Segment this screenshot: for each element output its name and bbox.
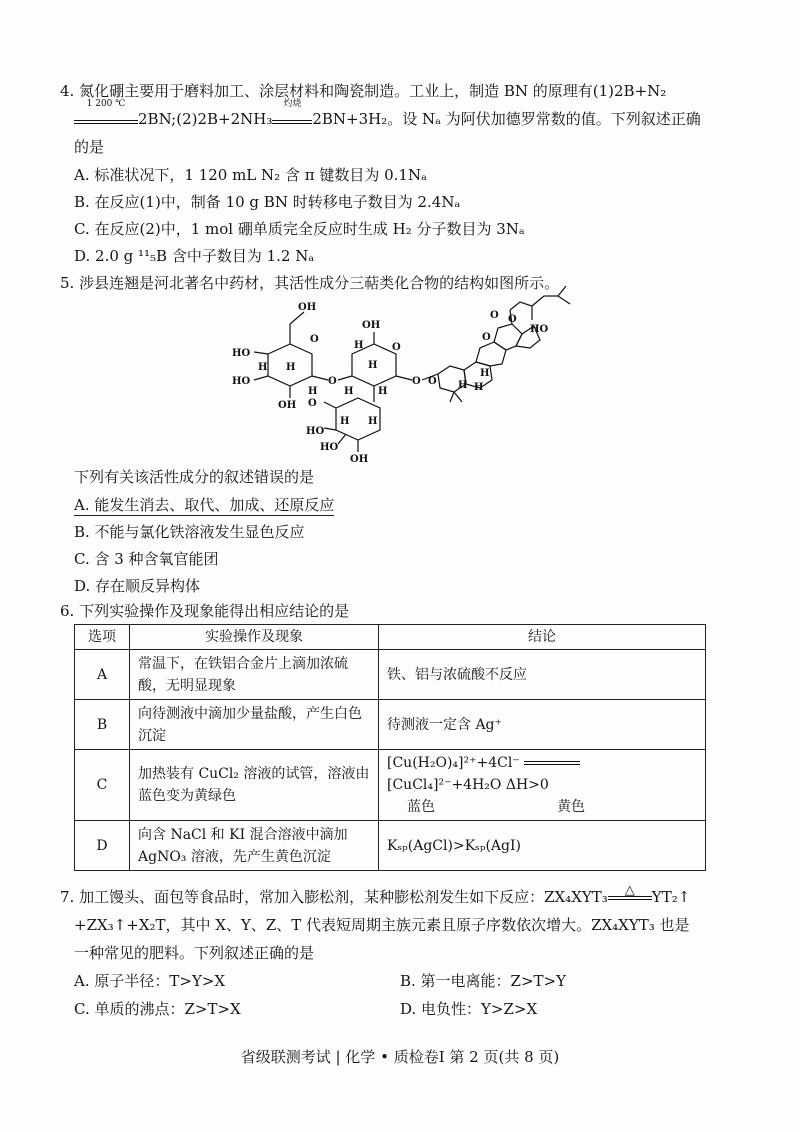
row-operation [130,650,379,700]
header-operation: 实验操作及现象 [130,625,379,650]
q7-option-c: C. 单质的沸点：Z>T>X [74,1000,241,1018]
q7-option-a: A. 原子半径：T>Y>X [74,972,226,990]
q5-option-a-text: A. 能发生消去、取代、加成、还原反应 [74,496,335,514]
mol-label: H [480,368,490,379]
row-conclusion: Kₛₚ(AgCl)>Kₛₚ(AgI) [379,821,706,871]
mol-label: HO [232,376,251,387]
mol-label: O [508,314,517,325]
mol-label: O [308,398,317,409]
heating-arrow [608,883,652,900]
mol-label: H [378,386,388,397]
experiment-table [74,624,706,871]
mol-label: H [286,362,296,373]
table-row [75,750,706,821]
triterpene-structure [228,276,574,466]
equilibrium-equation [387,752,697,796]
row-conclusion: 铁、铝与浓硫酸不反应 [379,650,706,700]
row-option: A [75,650,130,700]
q7-line3: 一种常见的肥料。下列叙述正确的是 [74,944,315,962]
equilibrium-arrow [524,761,580,765]
mol-label: H [368,416,378,427]
q4-option-c: C. 在反应(2)中，1 mol 硼单质完全反应时生成 H₂ 分子数目为 3Nₐ [74,220,525,238]
row-conclusion: 待测液一定含 Ag⁺ [379,700,706,750]
operation-line: 向待测液中滴加少量盐酸，产生白色 [138,705,362,722]
q5-stem: 下列有关该活性成分的叙述错误的是 [74,468,315,486]
reaction-condition-arrow [272,99,312,124]
q7-line2: +ZX₃↑+X₂T，其中 X、Y、Z、T 代表短周期主族元素且原子序数依次增大。ZX₄XYT₃ 也是 [74,916,690,934]
color-blue: 蓝色 [407,799,435,815]
q7-option-d: D. 电负性：Y>Z>X [400,1000,538,1018]
row-operation [130,750,379,821]
mol-label: OH [298,302,317,313]
mol-label: O [328,376,337,387]
q5-option-a [74,494,334,516]
header-conclusion: 结论 [379,625,706,650]
condition-label: 灼烧 [283,99,302,109]
row-option: D [75,821,130,871]
mol-label: OH [278,400,297,411]
operation-line: 沉淀 [138,727,166,744]
table-row [75,700,706,750]
row-conclusion [379,750,706,821]
mol-label: H [344,386,354,397]
mol-label: H [354,340,364,351]
reaction-condition-arrow [74,99,138,124]
mol-label: HO [530,324,549,335]
mol-label: H [474,382,484,393]
mol-label: H [368,360,378,371]
operation-line: 常温下，在铁铝合金片上滴加浓硫 [138,655,348,672]
q4-option-a: A. 标准状况下，1 120 mL N₂ 含 π 键数目为 0.1Nₐ [74,166,427,184]
q7-line1-part1: 7. 加工馒头、面包等食品时，常加入膨松剂，某种膨松剂发生如下反应：ZX₄XYT₃ [60,888,608,906]
color-yellow: 黄色 [557,799,585,815]
q7-line1-part2: YT₂↑ [651,888,691,906]
color-labels [387,796,697,818]
steroid-ring-c [476,342,506,366]
mol-label: H [340,416,350,427]
table-header-row [75,625,706,650]
heat-symbol: △ [624,883,635,898]
q7-line1 [60,883,691,908]
q5-option-d: D. 存在顺反异构体 [74,577,201,595]
mol-label: O [392,342,401,353]
q7-option-b: B. 第一电离能：Z>T>Y [400,972,567,990]
equation-right: [CuCl₄]²⁻+4H₂O ΔH>0 [387,777,549,793]
q4-line2-part1: 2BN;(2)2B+2NH₃ [138,110,273,128]
q4-line2-part2: 2BN+3H₂。设 Nₐ 为阿伏加德罗常数的值。下列叙述正确 [312,110,701,128]
mol-label: HO [320,442,339,453]
mol-label: H [308,386,318,397]
equation-left: [Cu(H₂O)₄]²⁺+4Cl⁻ [387,755,520,771]
operation-line: 加热装有 CuCl₂ 溶液的试管，溶液由 [138,766,370,782]
q4-option-d: D. 2.0 g ¹¹₅B 含中子数目为 1.2 Nₐ [74,247,315,265]
mol-label: H [458,380,468,391]
mol-label: OH [350,454,369,465]
row-option: C [75,750,130,821]
operation-line: 蓝色变为黄绿色 [138,788,236,804]
operation-line: 向含 NaCl 和 KI 混合溶液中滴加 [138,826,348,843]
q5-line1: 5. 涉县连翘是河北著名中药材，其活性成分三萜类化合物的结构如图所示。 [60,274,560,292]
row-operation [130,700,379,750]
mol-label: HO [232,348,251,359]
operation-line: AgNO₃ 溶液，先产生黄色沉淀 [138,848,331,865]
operation-line: 酸，无明显现象 [138,677,236,694]
q4-option-b: B. 在反应(1)中，制备 10 g BN 时转移电子数目为 2.4Nₐ [74,193,461,211]
condition-label: 1 200 ℃ [86,99,126,109]
row-option: B [75,700,130,750]
header-option: 选项 [75,625,130,650]
page-footer: 省级联测考试 | 化学 • 质检卷Ⅰ 第 2 页(共 8 页) [240,1048,560,1066]
table-row [75,650,706,700]
q4-line3: 的是 [74,138,105,156]
q5-option-b: B. 不能与氯化铁溶液发生显色反应 [74,523,305,541]
mol-label: O [490,310,499,321]
q6-line1: 6. 下列实验操作及现象能得出相应结论的是 [60,602,350,620]
table-row [75,821,706,871]
mol-label: O [310,334,319,345]
mol-label: O [482,332,491,343]
mol-label: O [412,376,421,387]
mol-label: HO [306,426,325,437]
q4-line1: 4. 氮化硼主要用于磨料加工、涂层材料和陶瓷制造。工业上，制造 BN 的原理有(1)2B+N₂ [60,82,667,100]
mol-label: OH [362,320,381,331]
row-operation [130,821,379,871]
q4-line2 [74,99,701,130]
mol-label: H [258,362,268,373]
q5-option-c: C. 含 3 种含氧官能团 [74,550,219,568]
mol-label: O [428,376,437,387]
